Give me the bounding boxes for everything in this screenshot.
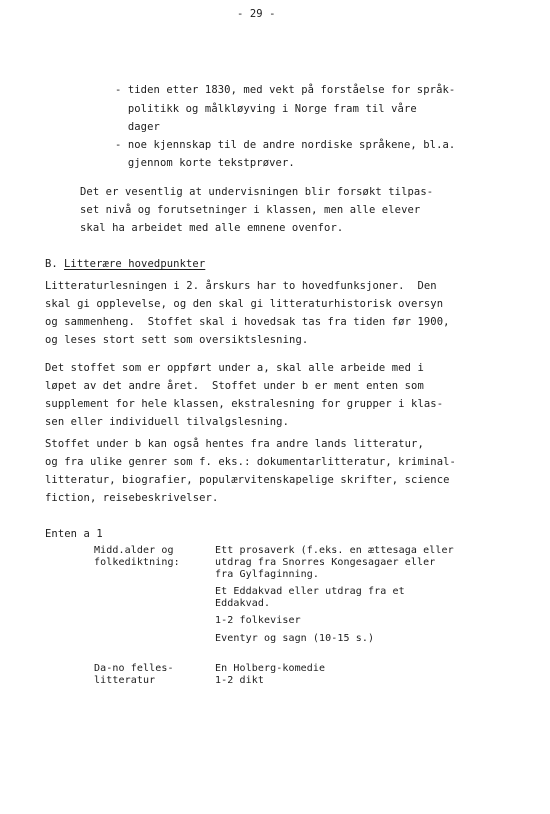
paragraph-line: Stoffet under b kan også hentes fra andre lands litteratur,	[45, 438, 424, 450]
paragraph-line: Det er vesentlig at undervisningen blir forsøkt tilpas-	[80, 186, 434, 198]
reading-item: En Holberg-komedie	[215, 663, 326, 674]
section-letter: B.	[45, 258, 58, 270]
reading-item: Eventyr og sagn (10-15 s.)	[215, 633, 375, 644]
category-label: litteratur	[94, 675, 156, 686]
reading-item: 1-2 dikt	[215, 675, 264, 686]
paragraph-line: Det stoffet som er oppført under a, skal alle arbeide med i	[45, 362, 424, 374]
category-label: folkediktning:	[94, 557, 180, 568]
paragraph-line: skal gi opplevelse, og den skal gi litteraturhistorisk oversyn	[45, 298, 444, 310]
paragraph-line: og fra ulike genrer som f. eks.: dokumentarlitteratur, kriminal-	[45, 456, 456, 468]
bullet-line: - noe kjennskap til de andre nordiske språkene, bl.a.	[115, 139, 456, 151]
paragraph-line: og sammenheng. Stoffet skal i hovedsak tas fra tiden før 1900,	[45, 316, 450, 328]
paragraph-line: Litteraturlesningen i 2. årskurs har to hovedfunksjoner. Den	[45, 280, 437, 292]
reading-item: Eddakvad.	[215, 598, 271, 609]
bullet-line: dager	[115, 121, 160, 133]
paragraph-line: set nivå og forutsetninger i klassen, men alle elever	[80, 204, 421, 216]
reading-item: Ett prosaverk (f.eks. en ættesaga eller	[215, 545, 454, 556]
reading-item: fra Gylfaginning.	[215, 569, 320, 580]
reading-item: Et Eddakvad eller utdrag fra et	[215, 586, 405, 597]
paragraph-line: sen eller individuell tilvalgslesning.	[45, 416, 290, 428]
bullet-line: politikk og målkløyving i Norge fram til våre	[115, 103, 417, 115]
paragraph-line: fiction, reisebeskrivelser.	[45, 492, 219, 504]
reading-item: utdrag fra Snorres Kongesagaer eller	[215, 557, 436, 568]
paragraph-line: litteratur, biografier, populærvitenskapelige skrifter, science	[45, 474, 450, 486]
paragraph-line: supplement for hele klassen, ekstralesning for grupper i klas-	[45, 398, 444, 410]
section-label: Enten a 1	[45, 528, 103, 540]
category-label: Da-no felles-	[94, 663, 174, 674]
page-number: - 29 -	[237, 8, 276, 20]
paragraph-line: løpet av det andre året. Stoffet under b er ment enten som	[45, 380, 424, 392]
bullet-line: - tiden etter 1830, med vekt på forståelse for språk-	[115, 84, 456, 96]
reading-item: 1-2 folkeviser	[215, 615, 301, 626]
paragraph-line: skal ha arbeidet med alle emnene ovenfor.	[80, 222, 344, 234]
bullet-line: gjennom korte tekstprøver.	[115, 157, 295, 169]
category-label: Midd.alder og	[94, 545, 174, 556]
paragraph-line: og leses stort sett som oversiktslesning.	[45, 334, 309, 346]
section-heading: Litterære hovedpunkter	[64, 258, 206, 270]
